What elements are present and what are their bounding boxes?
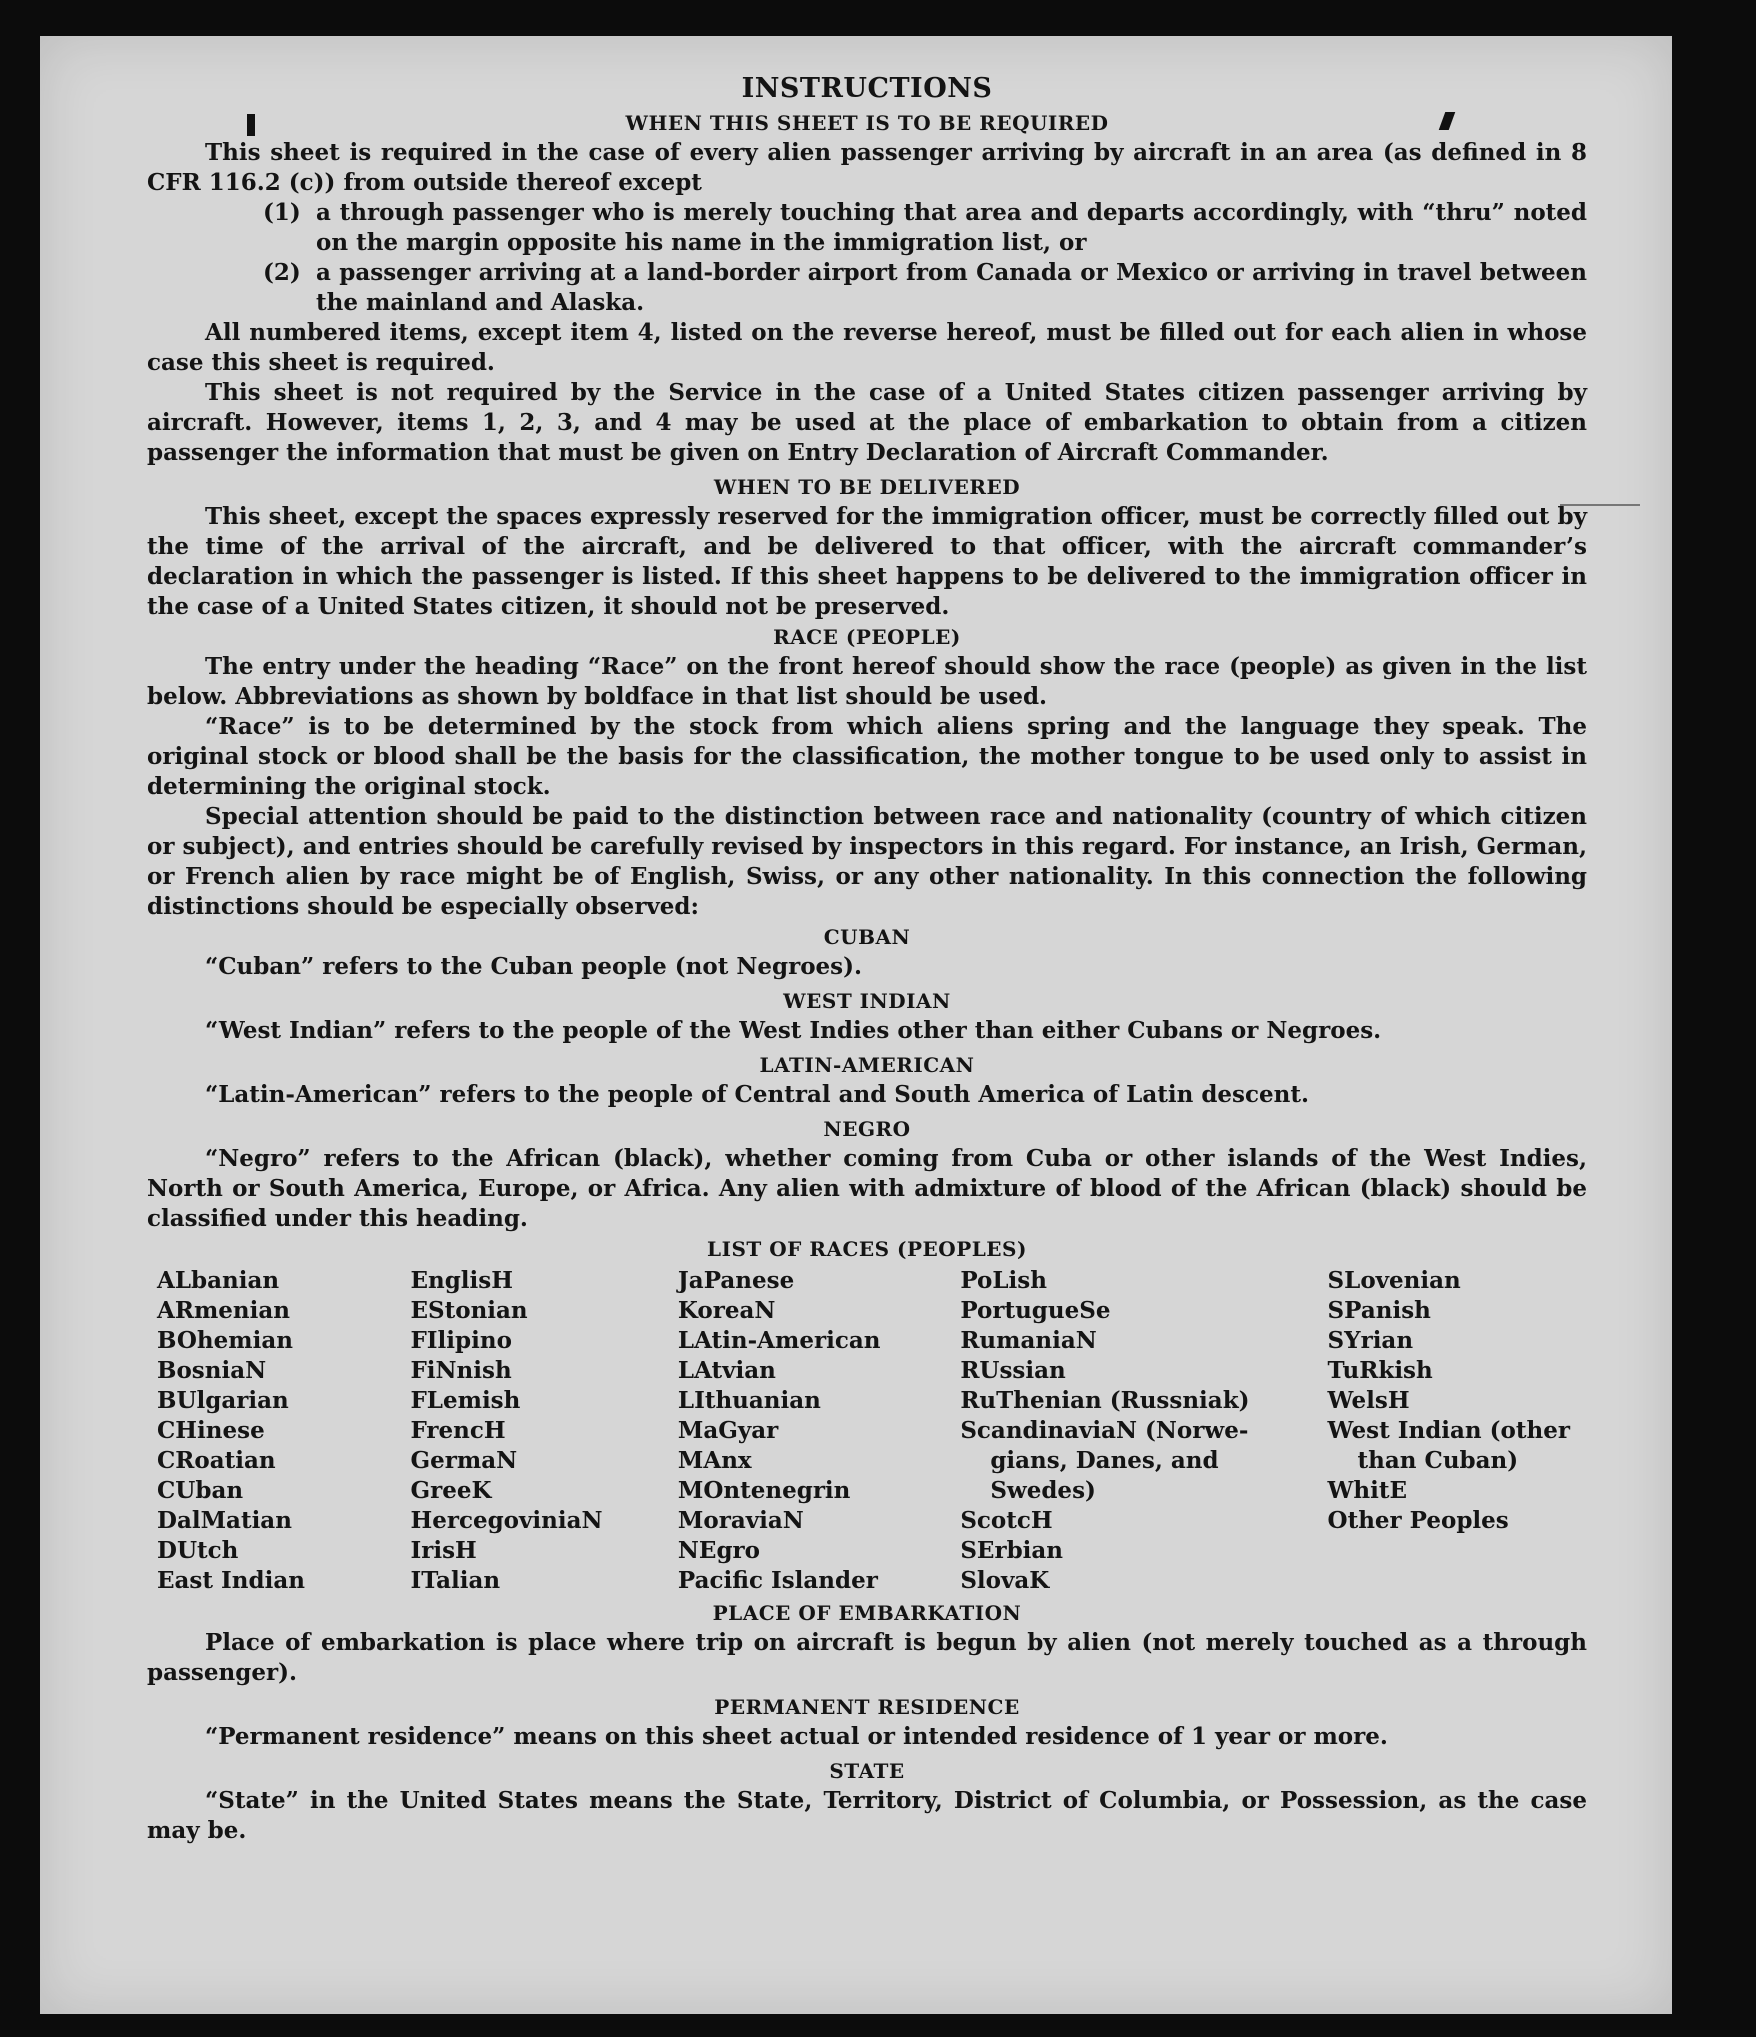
race-entry: SYrian	[1327, 1327, 1414, 1354]
race-entry: JaPanese	[677, 1267, 795, 1294]
heading-latin-american: LATIN-AMERICAN	[759, 1053, 975, 1077]
paragraph-latin-american: “Latin-American” refers to the people of Central and South America of Latin descent.	[205, 1081, 1309, 1108]
exception-item-number: (1)	[263, 199, 301, 226]
races-column-4	[960, 1266, 1327, 1596]
race-entry: MAnx	[677, 1447, 752, 1474]
race-entry: ScotcH	[960, 1507, 1053, 1534]
race-entry: WelsH	[1327, 1387, 1410, 1414]
instructions-content	[147, 72, 1587, 1846]
race-entry: EStonian	[410, 1297, 528, 1324]
heading-list-of-races: LIST OF RACES (PEOPLES)	[707, 1237, 1027, 1261]
paragraph-place-of-embarkation: Place of embarkation is place where trip on aircraft is begun by alien (not merely touched as a through passenger).	[147, 1629, 1587, 1686]
race-entry: ITalian	[410, 1567, 501, 1594]
race-entry: CUban	[157, 1477, 244, 1504]
paragraph-permanent-residence: “Permanent residence” means on this sheet actual or intended residence of 1 year or more.	[205, 1723, 1388, 1750]
paragraph-numbered-items: All numbered items, except item 4, listed on the reverse hereof, must be filled out for each alien in whose case this sheet is required.	[147, 319, 1587, 376]
races-column-3	[678, 1266, 960, 1596]
race-entry: BUlgarian	[157, 1387, 289, 1414]
race-entry: FrencH	[410, 1417, 506, 1444]
race-entry: BOhemian	[157, 1327, 293, 1354]
race-entry: EnglisH	[410, 1267, 513, 1294]
race-entry: CHinese	[157, 1417, 265, 1444]
race-entry: Pacific Islander	[677, 1567, 878, 1594]
races-column-2	[410, 1266, 677, 1596]
race-entry: MaGyar	[677, 1417, 779, 1444]
heading-west-indian: WEST INDIAN	[783, 989, 951, 1013]
race-entry: CRoatian	[157, 1447, 276, 1474]
race-entry: ScandinaviaN (Norwe-	[960, 1417, 1249, 1444]
race-entry: ALbanian	[157, 1267, 280, 1294]
paragraph-cuban: “Cuban” refers to the Cuban people (not Negroes).	[205, 953, 863, 980]
race-entry: PoLish	[960, 1267, 1047, 1294]
races-list	[157, 1266, 1587, 1596]
paragraph-state: “State” in the United States means the State, Territory, District of Columbia, or Possession, as the case may be.	[147, 1787, 1587, 1844]
exception-item-number: (2)	[263, 259, 301, 286]
race-entry: MoraviaN	[677, 1507, 804, 1534]
heading-when-delivered: WHEN TO BE DELIVERED	[713, 475, 1021, 499]
race-entry: SLovenian	[1327, 1267, 1461, 1294]
race-entry: SErbian	[960, 1537, 1064, 1564]
races-column-1	[157, 1266, 410, 1596]
race-entry: KoreaN	[677, 1297, 776, 1324]
race-entry: HercegoviniaN	[410, 1507, 603, 1534]
race-entry: Other Peoples	[1327, 1507, 1509, 1534]
race-entry: DUtch	[157, 1537, 239, 1564]
paragraph-when-delivered: This sheet, except the spaces expressly reserved for the immigration officer, must be correctly filled out by the time of the arrival of the aircraft, and be delivered to that officer, with the aircraft commander’s declaration in which the passenger is listed. If this sheet happens to be delivered to the immigration officer in the case of a United States citizen, it should not be preserved.	[147, 503, 1587, 620]
race-entry: WhitE	[1327, 1477, 1407, 1504]
race-entry: RUssian	[960, 1357, 1066, 1384]
paragraph-race-3: Special attention should be paid to the distinction between race and nationality (country of which citizen or subject), and entries should be carefully revised by inspectors in this regard. For instance, an Irish, German, or French alien by race might be of English, Swiss, or any other nationality. In this connection the following distinctions should be especially observed:	[147, 803, 1587, 920]
race-entry: FiNnish	[410, 1357, 512, 1384]
race-entry: BosniaN	[157, 1357, 267, 1384]
heading-state: STATE	[829, 1759, 905, 1783]
race-entry: SPanish	[1327, 1297, 1431, 1324]
race-entry: East Indian	[157, 1567, 305, 1594]
exception-item-text: a passenger arriving at a land-border airport from Canada or Mexico or arriving in travel between the mainland and Alaska.	[316, 259, 1587, 316]
race-entry: FIlipino	[410, 1327, 512, 1354]
race-entry: IrisH	[410, 1537, 477, 1564]
race-entry: GreeK	[410, 1477, 492, 1504]
exception-item-text: a through passenger who is merely touching that area and departs accordingly, with “thru” noted on the margin opposite his name in the immigration list, or	[316, 199, 1587, 256]
heading-permanent-residence: PERMANENT RESIDENCE	[714, 1695, 1020, 1719]
page-title: INSTRUCTIONS	[741, 73, 993, 104]
race-entry: PortugueSe	[960, 1297, 1111, 1324]
race-entry: FLemish	[410, 1387, 521, 1414]
race-entry: MOntenegrin	[677, 1477, 851, 1504]
paragraph-negro: “Negro” refers to the African (black), whether coming from Cuba or other islands of the West Indies, North or South America, Europe, or Africa. Any alien with admixture of blood of the African (black) should be classified under this heading.	[147, 1145, 1587, 1232]
race-entry: GermaN	[410, 1447, 518, 1474]
race-entry: West Indian (other	[1327, 1417, 1570, 1444]
races-column-5	[1328, 1266, 1587, 1596]
race-entry: LIthuanian	[677, 1387, 821, 1414]
race-entry: TuRkish	[1327, 1357, 1433, 1384]
paragraph-race-2: “Race” is to be determined by the stock from which aliens spring and the language they speak. The original stock or blood shall be the basis for the classification, the mother tongue to be used only to assist in determining the original stock.	[147, 713, 1587, 800]
exception-item-1	[147, 198, 1587, 258]
race-entry: RumaniaN	[960, 1327, 1097, 1354]
race-entry: SlovaK	[960, 1567, 1050, 1594]
paragraph-west-indian: “West Indian” refers to the people of the West Indies other than either Cubans or Negroes.	[205, 1017, 1382, 1044]
race-entry: ARmenian	[157, 1297, 291, 1324]
race-entry-continued: Swedes)	[990, 1477, 1096, 1504]
heading-negro: NEGRO	[823, 1117, 911, 1141]
heading-when-required: WHEN THIS SHEET IS TO BE REQUIRED	[625, 111, 1109, 135]
race-entry: LAtvian	[677, 1357, 776, 1384]
heading-cuban: CUBAN	[823, 925, 911, 949]
race-entry: LAtin-American	[677, 1327, 881, 1354]
heading-race: RACE (PEOPLE)	[773, 625, 961, 649]
race-entry-continued: than Cuban)	[1357, 1447, 1519, 1474]
paragraph-citizen: This sheet is not required by the Service in the case of a United States citizen passenger arriving by aircraft. However, items 1, 2, 3, and 4 may be used at the place of embarkation to obtain from a citizen passenger the information that must be given on Entry Declaration of Aircraft Commander.	[147, 379, 1587, 466]
race-entry-continued: gians, Danes, and	[990, 1447, 1219, 1474]
exception-item-2	[147, 258, 1587, 318]
race-entry: RuThenian (Russniak)	[960, 1387, 1250, 1414]
race-entry: DalMatian	[157, 1507, 292, 1534]
heading-place-of-embarkation: PLACE OF EMBARKATION	[712, 1601, 1022, 1625]
race-entry: NEgro	[677, 1537, 761, 1564]
paragraph-when-required-intro: This sheet is required in the case of every alien passenger arriving by aircraft in an area (as defined in 8 CFR 116.2 (c)) from outside thereof except	[147, 139, 1587, 196]
paragraph-race-1: The entry under the heading “Race” on the front hereof should show the race (people) as given in the list below. Abbreviations as shown by boldface in that list should be used.	[147, 653, 1587, 710]
